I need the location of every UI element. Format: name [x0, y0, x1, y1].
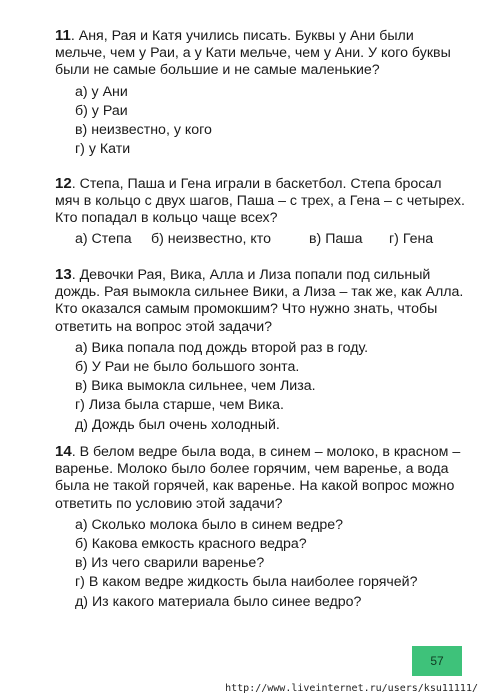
option: б) У Раи не было большого зонта. — [75, 359, 300, 376]
option: а) Вика попала под дождь второй раз в году. — [75, 339, 369, 356]
problem-text — [55, 175, 465, 228]
problem-number: 11 — [55, 27, 71, 44]
option: д) Дождь был очень холодный. — [75, 416, 280, 433]
problem-number: 14 — [55, 443, 72, 460]
answer-options — [55, 83, 465, 160]
option: б) Какова емкость красного ведра? — [75, 536, 307, 553]
problem-14 — [55, 443, 465, 612]
option: г) Лиза была старше, чем Вика. — [75, 397, 284, 414]
option: г) В каком ведре жидкость была наиболее горячей? — [75, 574, 418, 591]
option: а) Сколько молока было в синем ведре? — [75, 516, 344, 533]
page-number-badge — [412, 646, 462, 676]
option: б) неизвестно, кто — [151, 230, 272, 247]
problem-number: 13 — [55, 266, 72, 283]
option: б) у Раи — [75, 102, 128, 119]
option: в) Из чего сварили варенье? — [75, 555, 265, 572]
problem-text — [55, 266, 465, 336]
problem-11 — [55, 27, 465, 159]
answer-options — [55, 231, 465, 248]
problem-text — [55, 27, 465, 80]
option: а) у Ани — [75, 83, 128, 100]
option: а) Степа — [75, 230, 132, 247]
problem-body: . Аня, Рая и Катя учились писать. Буквы у Ани были мельче, чем у Раи, а у Кати мельче, чем у Ани. У кого буквы были не самые большие и не самые маленькие? — [55, 28, 451, 79]
answer-options — [55, 516, 465, 612]
answer-options — [55, 339, 465, 435]
problem-body: . Степа, Паша и Гена играли в баскетбол. Степа бросал мяч в кольцо с двух шагов, Паша – с трех, а Гена – с четырех. Кто попадал в кольцо чаще всех? — [55, 176, 465, 227]
problem-text — [55, 443, 465, 513]
problem-number: 12 — [55, 175, 72, 192]
option: в) Паша — [309, 230, 363, 247]
problem-13 — [55, 266, 465, 435]
problem-body: . Девочки Рая, Вика, Алла и Лиза попали под сильный дождь. Рая вымокла сильнее Вики, а Лиза – так же, как Алла. Кто оказался самым промокшим? Что нужно знать, чтобы ответить на вопрос этой задачи? — [55, 267, 464, 335]
option: г) у Кати — [75, 141, 131, 158]
option: в) Вика вымокла сильнее, чем Лиза. — [75, 378, 316, 395]
footer-url: http://www.liveinternet.ru/users/ksu11111/ — [225, 683, 478, 694]
option: в) неизвестно, у кого — [75, 122, 212, 139]
problem-body: . В белом ведре была вода, в синем – молоко, в красном – варенье. Молоко было более горячим, чем варенье, а вода была не такой горячей, как варенье. На какой вопрос можно ответить по условию этой задачи? — [55, 444, 461, 512]
page-number: 57 — [430, 654, 444, 668]
problem-12 — [55, 175, 465, 248]
option: д) Из какого материала было синее ведро? — [75, 593, 362, 610]
option: г) Гена — [389, 230, 434, 247]
